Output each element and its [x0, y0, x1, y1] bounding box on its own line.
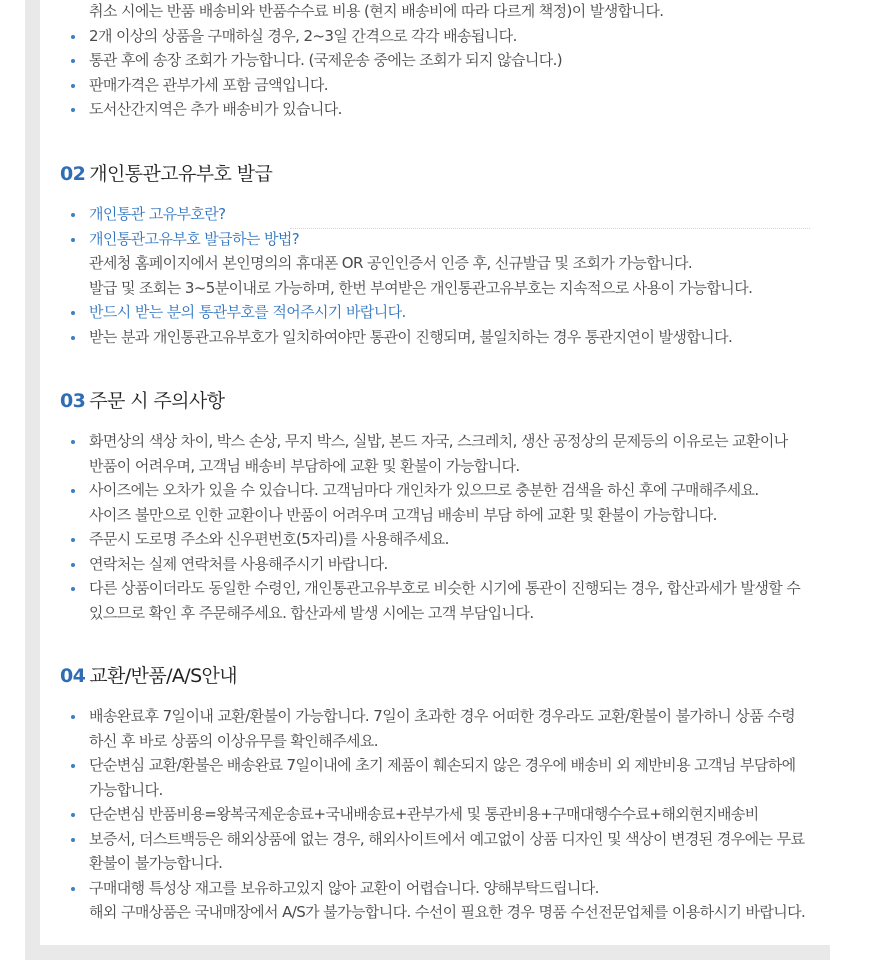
- returns-list: [40, 704, 830, 925]
- list-item: 개인통관고유부호 발급하는 방법?: [40, 227, 830, 252]
- list-item: 배송완료후 7일이내 교환/환불이 가능합니다. 7일이 초과한 경우 어떠한 경우라도 교환/환불이 불가하니 상품 수령 하신 후 바로 상품의 이상유무를 확인해주세요.: [40, 704, 830, 753]
- section-number: 03: [60, 390, 86, 412]
- list-item: 구매대행 특성상 재고를 보유하고있지 않아 교환이 어렵습니다. 양해부탁드립니다. 해외 구매상품은 국내매장에서 A/S가 불가능합니다. 수선이 필요한 경우 명품 수선전문업체를 이용하시기 바랍니다.: [40, 876, 830, 925]
- list-item: 판매가격은 관부가세 포함 금액입니다.: [40, 73, 830, 98]
- list-item: 2개 이상의 상품을 구매하실 경우, 2~3일 간격으로 각각 배송됩니다.: [40, 24, 830, 49]
- section-number: 02: [60, 163, 86, 185]
- list-item: 보증서, 더스트백등은 해외상품에 없는 경우, 해외사이트에서 예고없이 상품 디자인 및 색상이 변경된 경우에는 무료 환불이 불가능합니다.: [40, 827, 830, 876]
- section-number: 04: [60, 665, 86, 687]
- section-title: [40, 662, 830, 690]
- section-title: [40, 160, 830, 188]
- list-item: 화면상의 색상 차이, 박스 손상, 무지 박스, 실밥, 본드 자국, 스크레치, 생산 공정상의 문제등의 이유로는 교환이나 반품이 어려우며, 고객님 배송비 부담하에 교환 및 환불이 가능합니다.: [40, 429, 830, 478]
- list-item: 관세청 홈페이지에서 본인명의의 휴대폰 OR 공인인증서 인증 후, 신규발급 및 조회가 가능합니다. 발급 및 조회는 3~5분이내로 가능하며, 한번 부여받은 개인통관고유부호는 지속적으로 사용이 가능합니다.: [89, 254, 753, 297]
- list-item: 사이즈에는 오차가 있을 수 있습니다. 고객님마다 개인차가 있으므로 충분한 검색을 하신 후에 구매해주세요. 사이즈 불만으로 인한 교환이나 반품이 어려우며 고객님 배송비 부담 하에 교환 및 환불이 가능합니다.: [40, 478, 830, 527]
- list-item: 주문시 도로명 주소와 신우편번호(5자리)를 사용해주세요.: [40, 527, 830, 552]
- list-item: 연락처는 실제 연락처를 사용해주시기 바랍니다.: [40, 552, 830, 577]
- list-item: 단순변심 반품비용=왕복국제운송료+국내배송료+관부가세 및 통관비용+구매대행수수료+해외현지배송비: [40, 802, 830, 827]
- customs-code-list: [40, 202, 830, 349]
- list-item: 다른 상품이더라도 동일한 수령인, 개인통관고유부호로 비슷한 시기에 통관이 진행되는 경우, 합산과세가 발생할 수 있으므로 확인 후 주문해주세요. 합산과세 발생 시에는 고객 부담입니다.: [40, 576, 830, 625]
- list-item: 단순변심 교환/환불은 배송완료 7일이내에 초기 제품이 훼손되지 않은 경우에 배송비 외 제반비용 고객님 부담하에 가능합니다.: [40, 753, 830, 802]
- list-item: 도서산간지역은 추가 배송비가 있습니다.: [40, 97, 830, 122]
- order-notes-list: [40, 429, 830, 625]
- section-title-text: 주문 시 주의사항: [89, 390, 225, 412]
- section-returns: [40, 662, 830, 925]
- section-title-text: 개인통관고유부호 발급: [89, 163, 273, 185]
- list-item: 반드시 받는 분의 통관부호를 적어주시기 바랍니다.: [40, 300, 830, 325]
- section-shipping: [40, 0, 830, 122]
- shipping-notice-list: [40, 0, 830, 122]
- list-item: 개인통관 고유부호란?: [40, 202, 830, 227]
- section-title: [40, 387, 830, 415]
- list-item: 통관 후에 송장 조회가 가능합니다. (국제운송 중에는 조회가 되지 않습니다.): [40, 48, 830, 73]
- list-item: 취소 시에는 반품 배송비와 반품수수료 비용 (현지 배송비에 따라 다르게 책정)이 발생합니다.: [89, 2, 664, 20]
- list-item: 받는 분과 개인통관고유부호가 일치하여야만 통관이 진행되며, 불일치하는 경우 통관지연이 발생합니다.: [40, 325, 830, 350]
- notice-panel: [40, 0, 830, 945]
- section-customs-code: [40, 160, 830, 349]
- section-order-notes: [40, 387, 830, 625]
- section-title-text: 교환/반품/A/S안내: [89, 665, 238, 687]
